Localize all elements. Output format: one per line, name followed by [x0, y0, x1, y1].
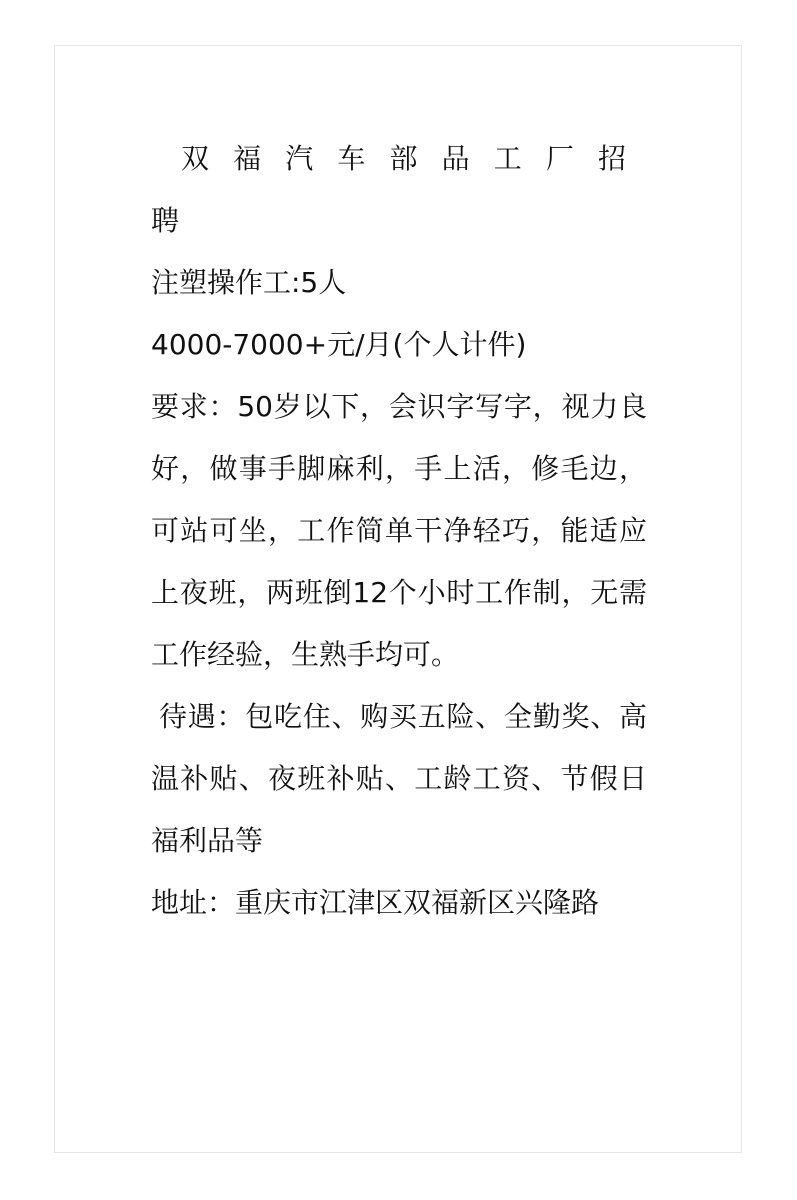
- job-posting: [151, 128, 647, 934]
- position-line: 注塑操作工:5人: [151, 266, 347, 299]
- posting-title: 双福汽车部品工厂招聘: [151, 142, 647, 237]
- salary-line: 4000-7000+元/月(个人计件): [151, 328, 527, 361]
- document-card: [54, 45, 742, 1153]
- address-line: 地址：重庆市江津区双福新区兴隆路: [151, 886, 600, 919]
- benefits-paragraph: 待遇：包吃住、购买五险、全勤奖、高温补贴、夜班补贴、工龄工资、节假日福利品等: [151, 700, 647, 857]
- requirements-paragraph: 要求：50岁以下，会识字写字，视力良好，做事手脚麻利，手上活，修毛边，可站可坐，工作简单干净轻巧，能适应上夜班，两班倒12个小时工作制，无需工作经验，生熟手均可。: [151, 390, 647, 671]
